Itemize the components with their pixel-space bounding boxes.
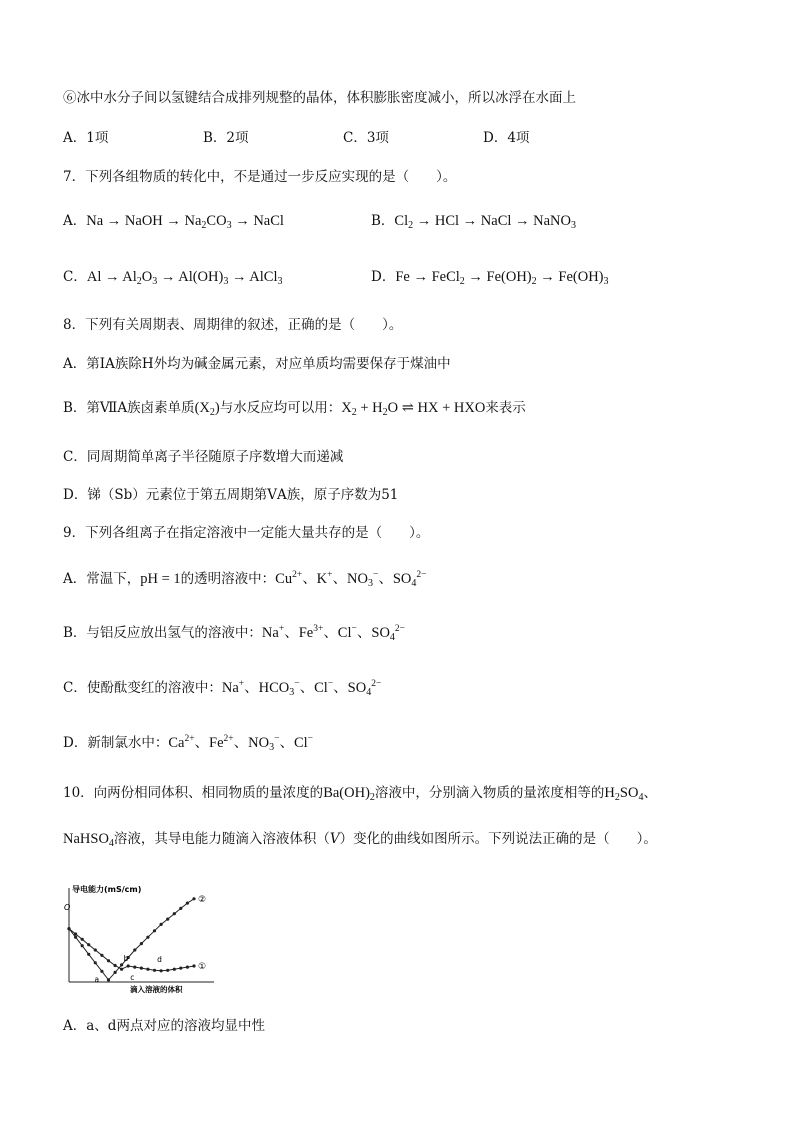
q9-option-d-pre: D．新制氯水中： bbox=[63, 735, 169, 751]
q8-option-b-x2: $(X_2)$ bbox=[194, 400, 220, 418]
q8-option-b-mid: 与水反应均可以用： bbox=[219, 400, 342, 416]
series-1-point bbox=[153, 969, 156, 972]
series-2-point bbox=[160, 923, 163, 926]
series-2-point bbox=[140, 942, 143, 945]
series-2-point bbox=[107, 978, 110, 981]
series-2-point bbox=[94, 961, 97, 964]
q9-option-a-ph: pH = 1 bbox=[140, 571, 181, 587]
q8-option-b-post: 来表示 bbox=[485, 400, 526, 416]
point-label-d: d bbox=[157, 954, 162, 964]
series-1-point bbox=[81, 938, 84, 941]
q10-stem-line2 bbox=[63, 830, 657, 848]
x-axis-label: 滴入溶液的体积 bbox=[130, 985, 183, 994]
series-2-point bbox=[87, 953, 90, 956]
q9-option-c-ions: Na+、$HCO_3^-$、Cl−、$SO_4^{2-}$ bbox=[221, 679, 382, 698]
q7-option-a-label: A． bbox=[63, 213, 87, 229]
q10-stem-v: V bbox=[329, 831, 340, 847]
series-2-point bbox=[100, 970, 103, 973]
q10-stem-4: 溶液，其导电能力随滴入溶液体积（ bbox=[113, 831, 330, 847]
series-1-point bbox=[107, 959, 110, 962]
series-2-point bbox=[153, 929, 156, 932]
q6-option-c[interactable]: C．3项 bbox=[343, 130, 389, 146]
series-1-name: ① bbox=[198, 962, 207, 972]
q10-stem-line1 bbox=[63, 784, 657, 802]
q9-option-a-ions: $Cu^{2+}$、K+、$NO_3^-$、$SO_4^{2-}$ bbox=[275, 570, 427, 589]
q10-h2so4: $H_2SO_4$ bbox=[604, 785, 644, 803]
q10-stem-5: ）变化的曲线如图所示。下列说法正确的是（ ）。 bbox=[339, 831, 657, 847]
q9-option-a-pre: A．常温下， bbox=[63, 571, 141, 587]
series-2-line bbox=[69, 899, 194, 980]
series-2-point bbox=[146, 936, 149, 939]
q9-option-a[interactable] bbox=[63, 570, 427, 588]
series-2-point bbox=[166, 918, 169, 921]
q7-stem: 7．下列各组物质的转化中，不是通过一步反应实现的是（ ）。 bbox=[63, 169, 457, 185]
series-1-point bbox=[160, 969, 163, 972]
series-2-point bbox=[67, 927, 70, 930]
q7-option-d[interactable] bbox=[371, 268, 609, 286]
series-1-point bbox=[114, 964, 117, 967]
series-2-point bbox=[173, 912, 176, 915]
series-1-point bbox=[140, 967, 143, 970]
series-1-point bbox=[100, 954, 103, 957]
q8-option-b-equation: $X_2 + H_2O$ ⇌ HX + HXO bbox=[341, 400, 486, 418]
series-1-line bbox=[69, 929, 194, 971]
q9-option-c-pre: C．使酚酞变红的溶液中： bbox=[63, 680, 222, 696]
conductivity-chart bbox=[62, 882, 222, 994]
q8-option-b-pre: B．第ⅦA族卤素单质 bbox=[63, 400, 195, 416]
series-1-point bbox=[133, 966, 136, 969]
series-2-point bbox=[186, 902, 189, 905]
point-label-b: b bbox=[123, 954, 129, 964]
q7-option-d-label: D． bbox=[371, 269, 396, 285]
q8-stem: 8．下列有关周期表、周期律的叙述，正确的是（ ）。 bbox=[63, 317, 403, 333]
series-1-point bbox=[94, 948, 97, 951]
series-2-point bbox=[192, 897, 195, 900]
series-1-point bbox=[192, 964, 195, 967]
q10-baoh2: $Ba(OH)_2$ bbox=[323, 785, 375, 803]
series-1-point bbox=[87, 943, 90, 946]
series-2-point bbox=[133, 948, 136, 951]
q9-option-b[interactable] bbox=[63, 624, 405, 642]
q9-option-d-ions: $Ca^{2+}$、$Fe^{2+}$、$NO_3^-$、Cl− bbox=[168, 734, 314, 753]
point-label-a: a bbox=[94, 974, 100, 984]
series-1-point bbox=[166, 969, 169, 972]
series-1-point bbox=[146, 968, 149, 971]
series-1-point bbox=[186, 966, 189, 969]
q9-option-c[interactable] bbox=[63, 679, 381, 697]
q7-option-a-formula: Na → NaOH → $Na_2CO_3$ → NaCl bbox=[86, 213, 284, 231]
series-layer bbox=[67, 897, 195, 981]
q10-nahso4: NaHSO$_4$ bbox=[63, 831, 114, 849]
series-1-point bbox=[127, 964, 130, 967]
q7-option-a[interactable] bbox=[63, 212, 284, 230]
q8-option-b[interactable] bbox=[63, 399, 526, 417]
q6-statement: ⑥冰中水分子间以氢键结合成排列规整的晶体，体积膨胀密度减小，所以冰浮在水面上 bbox=[63, 90, 576, 106]
q6-option-b[interactable]: B．2项 bbox=[203, 130, 249, 146]
q7-option-d-formula: Fe → FeCl$_2$ → $Fe(OH)_2 \to Fe(OH)_3$ bbox=[395, 269, 609, 287]
q9-option-a-mid: 的透明溶液中： bbox=[180, 571, 276, 587]
origin-label: O bbox=[64, 903, 71, 912]
q8-option-c[interactable]: C．同周期简单离子半径随原子序数增大而递减 bbox=[63, 449, 344, 465]
q9-option-d[interactable] bbox=[63, 734, 313, 752]
series-2-point bbox=[114, 971, 117, 974]
q6-option-a[interactable]: A．1项 bbox=[63, 130, 109, 146]
series-1-point bbox=[179, 967, 182, 970]
q6-option-d[interactable]: D．4项 bbox=[483, 130, 530, 146]
y-axis-label: 导电能力(mS/cm) bbox=[72, 885, 142, 894]
q10-stem-1: 10．向两份相同体积、相同物质的量浓度的 bbox=[63, 785, 324, 801]
series-2-name: ② bbox=[198, 894, 207, 905]
q7-option-b[interactable] bbox=[371, 212, 576, 230]
series-1-point bbox=[173, 968, 176, 971]
q10-stem-3: 、 bbox=[643, 785, 657, 801]
q7-option-b-formula: $Cl_2$ → HCl → NaCl → NaNO$_3$ bbox=[394, 213, 577, 231]
series-2-point bbox=[74, 936, 77, 939]
series-2-point bbox=[120, 963, 123, 966]
q8-option-a[interactable]: A．第ⅠA族除H外均为碱金属元素，对应单质均需要保存于煤油中 bbox=[63, 356, 451, 372]
q7-option-b-label: B． bbox=[371, 213, 395, 229]
series-1-point bbox=[120, 968, 123, 971]
q9-option-b-ions: Na+、$Fe^{3+}$、Cl−、$SO_4^{2-}$ bbox=[261, 624, 406, 643]
q8-option-d[interactable]: D．锑（Sb）元素位于第五周期第ⅤA族，原子序数为51 bbox=[63, 487, 399, 503]
point-label-c: c bbox=[130, 973, 135, 982]
series-2-point bbox=[81, 944, 84, 947]
q9-stem: 9．下列各组离子在指定溶液中一定能大量共存的是（ ）。 bbox=[63, 525, 430, 541]
q10-option-a[interactable]: A．a、d两点对应的溶液均显中性 bbox=[63, 1018, 265, 1034]
q7-option-c[interactable] bbox=[63, 268, 283, 286]
series-2-point bbox=[179, 907, 182, 910]
q9-option-b-pre: B．与铝反应放出氢气的溶液中： bbox=[63, 625, 262, 641]
q10-stem-2: 溶液中，分别滴入物质的量浓度相等的 bbox=[374, 785, 605, 801]
q7-option-c-formula: $Al \to Al_2O_3 \to Al(OH)_3$ → AlCl$_3$ bbox=[86, 269, 283, 287]
q7-option-c-label: C． bbox=[63, 269, 87, 285]
